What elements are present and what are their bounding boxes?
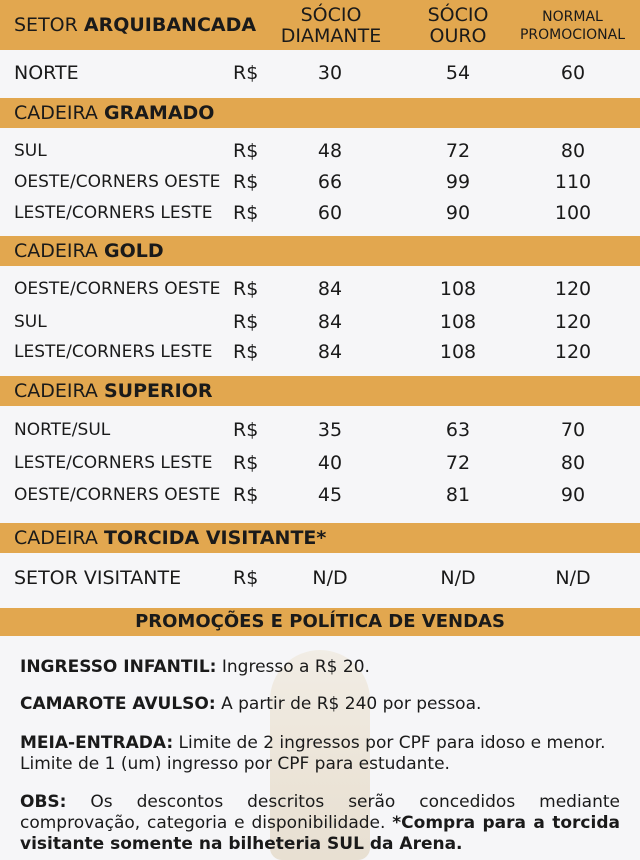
price-socio-ouro: 54 [445,62,471,84]
price-socio-ouro: 81 [445,484,471,506]
price-socio-diamante: 60 [317,202,343,224]
row-currency: R$ [233,140,259,162]
price-normal-promocional: 110 [554,171,592,193]
promo-title: PROMOÇÕES E POLÍTICA DE VENDAS [0,608,640,636]
row-name: SUL [14,312,47,332]
promo-meia: MEIA-ENTRADA: Limite de 2 ingressos por CPF para idoso e menor. Limite de 1 (um) ingresso por CPF para estudante. [20,733,606,774]
section-prefix: CADEIRA [14,380,104,402]
price-socio-diamante: 35 [317,419,343,441]
row-currency: R$ [233,484,259,506]
price-normal-promocional: 90 [560,484,586,506]
row-name: NORTE/SUL [14,420,111,440]
promo-camarote: CAMAROTE AVULSO: A partir de R$ 240 por pessoa. [20,694,482,714]
section-prefix: CADEIRA [14,240,104,262]
price-socio-diamante: 84 [317,278,343,300]
row-currency: R$ [233,567,259,589]
section-bar [0,236,640,266]
price-socio-diamante: 48 [317,140,343,162]
price-socio-diamante: 40 [317,452,343,474]
row-name: LESTE/CORNERS LESTE [14,342,213,362]
promo-infantil: INGRESSO INFANTIL: Ingresso a R$ 20. [20,657,370,677]
row-name: LESTE/CORNERS LESTE [14,453,213,473]
header-setor-prefix: SETOR [14,14,84,36]
table-row [0,415,640,445]
row-currency: R$ [233,452,259,474]
row-name: OESTE/CORNERS OESTE [14,279,221,299]
price-normal-promocional: 120 [554,278,592,300]
price-socio-diamante: 84 [317,341,343,363]
section-prefix: CADEIRA [14,527,104,549]
price-normal-promocional: 120 [554,341,592,363]
price-normal-promocional: 80 [560,140,586,162]
section-title: GRAMADO [103,102,215,124]
price-socio-ouro: 99 [445,171,471,193]
price-socio-ouro: 72 [445,452,471,474]
table-row [0,167,640,197]
price-socio-ouro: 108 [439,311,477,333]
section-title: SUPERIOR [103,380,213,402]
row-name: LESTE/CORNERS LESTE [14,203,213,223]
row-name: SETOR VISITANTE [14,567,182,589]
price-socio-diamante: 30 [317,62,343,84]
row-currency: R$ [233,62,259,84]
table-row [0,563,640,593]
row-name: OESTE/CORNERS OESTE [14,172,221,192]
row-currency: R$ [233,171,259,193]
table-row [0,136,640,166]
row-name: OESTE/CORNERS OESTE [14,485,221,505]
price-socio-ouro: 72 [445,140,471,162]
header-setor-bold: ARQUIBANCADA [83,14,257,36]
table-row [0,337,640,367]
price-socio-ouro: 90 [445,202,471,224]
section-title: TORCIDA VISITANTE* [103,527,327,549]
price-normal-promocional: 80 [560,452,586,474]
section-bar [0,98,640,128]
price-socio-ouro: 108 [439,341,477,363]
row-name: SUL [14,141,47,161]
price-socio-diamante: 66 [317,171,343,193]
row-currency: R$ [233,311,259,333]
price-socio-diamante: N/D [312,567,348,589]
price-normal-promocional: 60 [560,62,586,84]
price-normal-promocional: 70 [560,419,586,441]
table-row [0,58,640,88]
header-bar [0,0,640,50]
row-currency: R$ [233,202,259,224]
price-socio-diamante: 45 [317,484,343,506]
row-name: NORTE [14,62,79,84]
section-title: GOLD [103,240,164,262]
col-normal-promocional: NORMAL PROMOCIONAL [519,9,626,43]
price-socio-ouro: N/D [440,567,476,589]
price-normal-promocional: 120 [554,311,592,333]
price-normal-promocional: N/D [555,567,591,589]
section-bar [0,523,640,553]
price-socio-ouro: 63 [445,419,471,441]
promo-obs: OBS: Os descontos descritos serão concedidos mediante comprovação, categoria e disponibilidade. *Compra para a torcida visitante somente na bilheteria SUL da Arena. [20,792,620,854]
table-row [0,307,640,337]
price-normal-promocional: 100 [554,202,592,224]
col-socio-ouro: SÓCIO OURO [427,4,489,47]
section-prefix: CADEIRA [14,102,104,124]
table-row [0,480,640,510]
price-socio-diamante: 84 [317,311,343,333]
row-currency: R$ [233,278,259,300]
col-socio-diamante: SÓCIO DIAMANTE [280,4,382,47]
price-socio-ouro: 108 [439,278,477,300]
section-bar [0,376,640,406]
table-row [0,448,640,478]
row-currency: R$ [233,341,259,363]
table-row [0,274,640,304]
row-currency: R$ [233,419,259,441]
table-row [0,198,640,228]
